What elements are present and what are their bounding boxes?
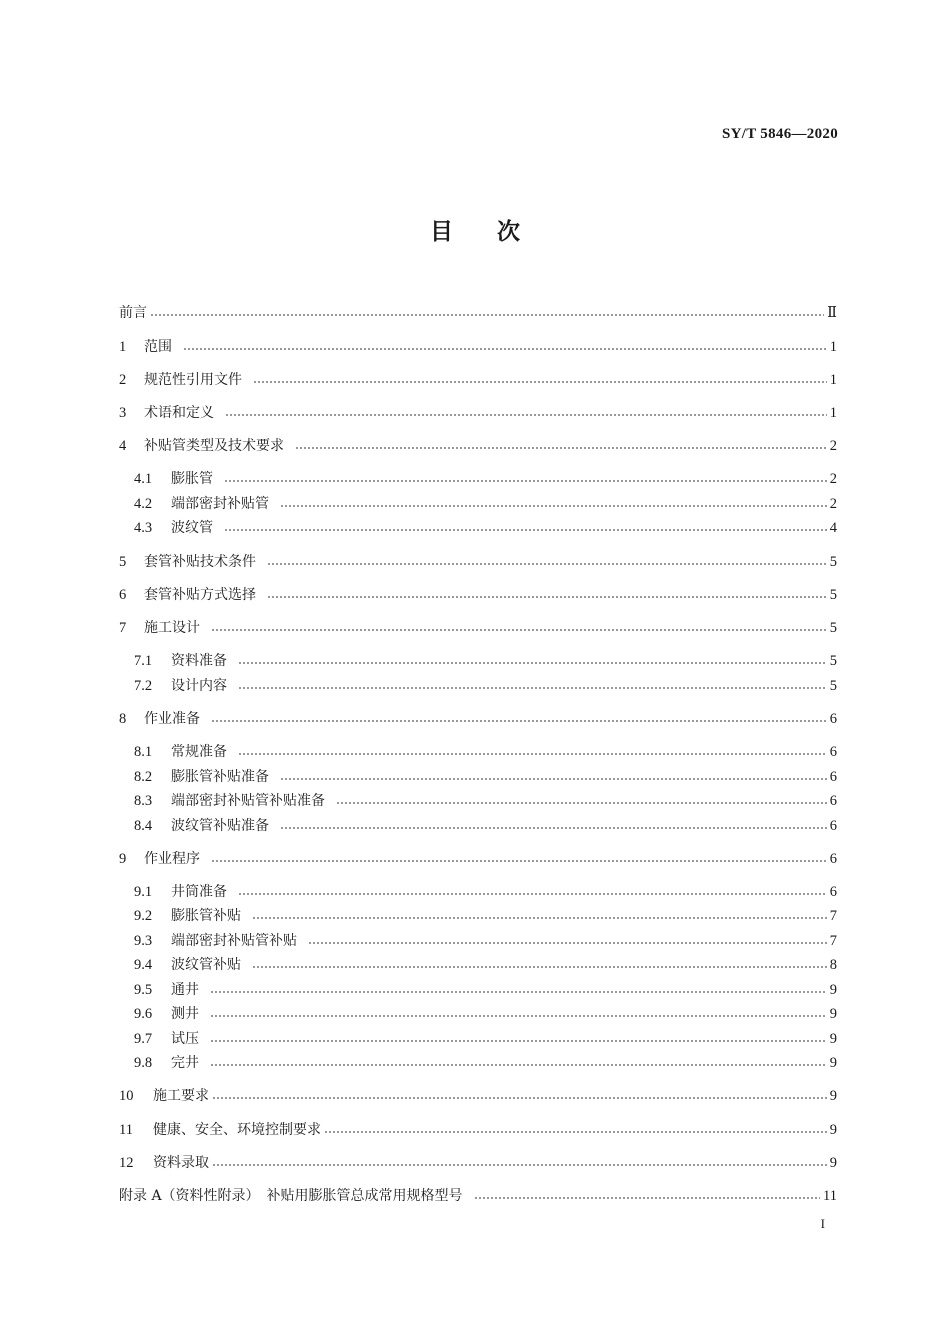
toc-entry-9-5[interactable]: [134, 978, 837, 1002]
toc-section-number: 4.3: [134, 520, 153, 536]
toc-leader-dots: [238, 893, 827, 895]
toc-entry-label: 波纹管: [171, 520, 213, 536]
toc-leader-dots: [211, 629, 827, 631]
toc-page-number: 11: [823, 1188, 837, 1204]
toc-leader-dots: [238, 753, 827, 755]
toc-entry-label: 前言: [119, 305, 147, 321]
toc-leader-dots: [210, 1064, 827, 1066]
toc-page-number: 5: [829, 653, 837, 669]
toc-page-number: 9: [829, 982, 837, 998]
toc-entry-8-1[interactable]: [134, 740, 837, 764]
toc-section-number: 2: [119, 372, 127, 388]
toc-section-number: 9.6: [134, 1006, 153, 1022]
toc-page-number: 5: [829, 678, 837, 694]
toc-entry-5[interactable]: [119, 550, 837, 574]
toc-page-number: 6: [829, 884, 837, 900]
toc-page-number: 9: [829, 1031, 837, 1047]
toc-entry-2[interactable]: [119, 368, 837, 392]
toc-entry-9-1[interactable]: [134, 880, 837, 904]
toc-entry-label: 端部密封补贴管补贴准备: [171, 793, 325, 809]
toc-entry-1[interactable]: [119, 335, 837, 359]
toc-section-number: 9.1: [134, 884, 153, 900]
toc-leader-dots: [224, 529, 827, 531]
toc-section-number: 1: [119, 339, 127, 355]
toc-entry-label: 膨胀管: [171, 471, 213, 487]
toc-section-number: 12: [119, 1155, 134, 1171]
toc-entry-label: 波纹管补贴: [171, 957, 241, 973]
toc-section-number: 7.1: [134, 653, 153, 669]
toc-entry-label: 常规准备: [171, 744, 227, 760]
toc-section-number: 8.4: [134, 818, 153, 834]
toc-page-number: 9: [829, 1122, 837, 1138]
toc-section-number: 4.2: [134, 496, 153, 512]
toc-section-number: 11: [119, 1122, 133, 1138]
toc-entry-label: 波纹管补贴准备: [171, 818, 269, 834]
toc-entry-label: 设计内容: [171, 678, 227, 694]
toc-entry-label: 作业准备: [144, 711, 200, 727]
toc-page-number: 8: [829, 957, 837, 973]
toc-section-number: 9.2: [134, 908, 153, 924]
toc-section-number: 6: [119, 587, 127, 603]
toc-entry-10[interactable]: [119, 1084, 837, 1108]
toc-section-number: 9.8: [134, 1055, 153, 1071]
toc-leader-dots: [224, 480, 827, 482]
toc-entry-9-4[interactable]: [134, 953, 837, 977]
toc-leader-dots: [474, 1197, 820, 1199]
toc-entry-label: 膨胀管补贴: [171, 908, 241, 924]
toc-leader-dots: [211, 720, 827, 722]
toc-entry-label: 资料准备: [171, 653, 227, 669]
toc-leader-dots: [336, 802, 827, 804]
toc-page-number: 5: [829, 554, 837, 570]
toc-entry-9-6[interactable]: [134, 1002, 837, 1026]
toc-leader-dots: [324, 1131, 827, 1133]
toc-entry-8[interactable]: [119, 707, 837, 731]
toc-page-number: 9: [829, 1055, 837, 1071]
toc-section-number: 3: [119, 405, 127, 421]
toc-leader-dots: [210, 991, 827, 993]
toc-entry-4-1[interactable]: [134, 467, 837, 491]
toc-page-number: 6: [829, 793, 837, 809]
toc-section-number: 5: [119, 554, 127, 570]
toc-entry-9-7[interactable]: [134, 1027, 837, 1051]
toc-entry-label: 健康、安全、环境控制要求: [153, 1122, 321, 1138]
toc-entry-label: 完井: [171, 1055, 199, 1071]
toc-leader-dots: [267, 596, 827, 598]
toc-leader-dots: [150, 314, 824, 316]
toc-leader-dots: [211, 860, 827, 862]
toc-page-number: 1: [829, 405, 837, 421]
toc-leader-dots: [252, 966, 827, 968]
toc-entry-8-2[interactable]: [134, 765, 837, 789]
toc-page-number: 9: [829, 1006, 837, 1022]
toc-section-number: 9.5: [134, 982, 153, 998]
toc-page-number: 6: [829, 818, 837, 834]
toc-entry-9[interactable]: [119, 847, 837, 871]
toc-page-number: 7: [829, 908, 837, 924]
toc-entry-4-3[interactable]: [134, 516, 837, 540]
toc-leader-dots: [225, 414, 827, 416]
toc-page-number: 6: [829, 851, 837, 867]
toc-entry-label: 套管补贴方式选择: [144, 587, 256, 603]
toc-entry-label: 通井: [171, 982, 199, 998]
toc-page-number: 6: [829, 769, 837, 785]
toc-section-number: 9.3: [134, 933, 153, 949]
toc-page-number: 2: [829, 496, 837, 512]
toc-page-number: 9: [829, 1088, 837, 1104]
toc-page-number: 5: [829, 620, 837, 636]
toc-entry-foreword[interactable]: [119, 301, 837, 325]
toc-leader-dots: [308, 942, 827, 944]
toc-entry-label: 作业程序: [144, 851, 200, 867]
toc-leader-dots: [280, 778, 827, 780]
toc-page-number: 6: [829, 711, 837, 727]
toc-page-number: 1: [829, 372, 837, 388]
toc-section-number: 8: [119, 711, 127, 727]
toc-section-number: 4.1: [134, 471, 153, 487]
page-title: 目次: [430, 219, 564, 245]
toc-entry-8-4[interactable]: [134, 814, 837, 838]
toc-leader-dots: [280, 827, 827, 829]
toc-entry-7[interactable]: [119, 616, 837, 640]
toc-section-number: 9.7: [134, 1031, 153, 1047]
document-code: SY/T 5846—2020: [721, 126, 838, 142]
toc-leader-dots: [238, 662, 827, 664]
page-number: I: [820, 1216, 825, 1231]
toc-section-number: 9: [119, 851, 127, 867]
toc-entry-label: 资料录取: [153, 1155, 209, 1171]
toc-leader-dots: [212, 1164, 827, 1166]
toc-page-number: 9: [829, 1155, 837, 1171]
toc-entry-label: 附录 A（资料性附录） 补贴用膨胀管总成常用规格型号: [119, 1188, 463, 1204]
toc-page-number: 5: [829, 587, 837, 603]
toc-entry-9-3[interactable]: [134, 929, 837, 953]
toc-leader-dots: [252, 917, 827, 919]
toc-section-number: 10: [119, 1088, 134, 1104]
toc-leader-dots: [238, 687, 827, 689]
toc-page-number: Ⅱ: [827, 305, 837, 321]
toc-section-number: 9.4: [134, 957, 153, 973]
toc-page-number: 4: [829, 520, 837, 536]
toc-entry-label: 术语和定义: [144, 405, 214, 421]
toc-entry-label: 补贴管类型及技术要求: [144, 438, 284, 454]
toc-entry-label: 膨胀管补贴准备: [171, 769, 269, 785]
toc-page-number: 6: [829, 744, 837, 760]
toc-section-number: 8.3: [134, 793, 153, 809]
toc-leader-dots: [295, 447, 827, 449]
toc-section-number: 4: [119, 438, 127, 454]
toc-entry-4-2[interactable]: [134, 492, 837, 516]
toc-section-number: 7: [119, 620, 127, 636]
toc-entry-3[interactable]: [119, 401, 837, 425]
toc-section-number: 8.2: [134, 769, 153, 785]
toc-entry-7-1[interactable]: [134, 649, 837, 673]
toc-page-number: 2: [829, 438, 837, 454]
toc-entry-9-2[interactable]: [134, 904, 837, 928]
toc-entry-label: 施工设计: [144, 620, 200, 636]
toc-entry-11[interactable]: [119, 1118, 837, 1142]
toc-entry-appendix-a[interactable]: [119, 1184, 837, 1208]
toc-entry-8-3[interactable]: [134, 789, 837, 813]
toc-entry-4[interactable]: [119, 434, 837, 458]
toc-leader-dots: [212, 1097, 827, 1099]
toc-entry-label: 端部密封补贴管补贴: [171, 933, 297, 949]
toc-leader-dots: [210, 1015, 827, 1017]
toc-entry-label: 套管补贴技术条件: [144, 554, 256, 570]
toc-entry-label: 规范性引用文件: [144, 372, 242, 388]
toc-entry-label: 施工要求: [153, 1088, 209, 1104]
toc-page-number: 1: [829, 339, 837, 355]
toc-page-number: 7: [829, 933, 837, 949]
toc-entry-7-2[interactable]: [134, 674, 837, 698]
toc-entry-label: 井筒准备: [171, 884, 227, 900]
toc-entry-label: 范围: [144, 339, 172, 355]
toc-leader-dots: [267, 563, 827, 565]
toc-entry-label: 测井: [171, 1006, 199, 1022]
toc-leader-dots: [280, 505, 827, 507]
toc-entry-9-8[interactable]: [134, 1051, 837, 1075]
toc-leader-dots: [253, 381, 827, 383]
toc-section-number: 7.2: [134, 678, 153, 694]
toc-entry-label: 端部密封补贴管: [171, 496, 269, 512]
toc-entry-label: 试压: [171, 1031, 199, 1047]
toc-leader-dots: [183, 348, 827, 350]
toc-section-number: 8.1: [134, 744, 153, 760]
toc-leader-dots: [210, 1040, 827, 1042]
toc-entry-12[interactable]: [119, 1151, 837, 1175]
toc-page-number: 2: [829, 471, 837, 487]
toc-entry-6[interactable]: [119, 583, 837, 607]
